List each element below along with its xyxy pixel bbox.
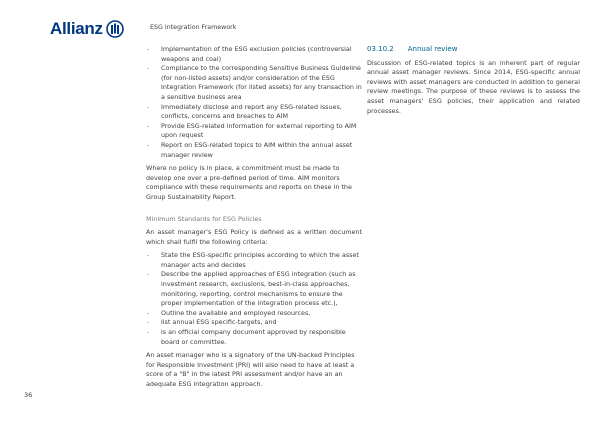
paragraph: An asset manager's ESG Policy is defined as a written document which shall fulfil the following criteria: [146, 228, 362, 246]
list-item: - Provide ESG-related information for external reporting to AIM upon request [146, 122, 362, 141]
document-title: ESG Integration Framework [150, 24, 237, 31]
allianz-logo [50, 19, 124, 39]
obligations-list [146, 45, 362, 160]
paragraph: Where no policy is in place, a commitment must be made to develop one over a pre-defined period of time. AIM monitors compliance with these requirements and reports on these in the Group Sustainability Report. [146, 164, 352, 201]
right-column [367, 45, 580, 116]
list-item: - Describe the applied approaches of ESG integration (such as investment research, exclusions, best-in-class approaches, monitoring, reporting, control mechanisms to ensure the proper implementation of the integration process etc.), [146, 270, 362, 308]
list-item: - Report on ESG-related topics to AIM within the annual asset manager review [146, 141, 362, 160]
allianz-eagle-icon [106, 20, 124, 38]
list-item: - State the ESG-specific principles according to which the asset manager acts and decides [146, 251, 362, 270]
subheading: Minimum Standards for ESG Policies [146, 214, 262, 223]
page-number: 36 [24, 391, 33, 399]
section-title: Annual review [407, 45, 458, 53]
list-item: - Outline the available and employed resources, [146, 309, 362, 319]
logo-text: Allianz [50, 19, 103, 38]
list-item: - Implementation of the ESG exclusion policies (controversial weapons and coal) [146, 45, 362, 64]
list-item: - Compliance to the corresponding Sensitive Business Guideline (for non-listed assets) and/or consideration of the ESG Integration Framework (for listed assets) for any transaction in a sensitive business area [146, 64, 362, 102]
section-heading [367, 45, 580, 55]
left-column [146, 45, 362, 390]
section-number: 03.10.2 [367, 45, 394, 53]
paragraph: Discussion of ESG-related topics is an inherent part of regular annual asset manager reviews. Since 2014, ESG-specific annual reviews with asset managers are conducted in addition to general review meetings. The purpose of these reviews is to assess the asset managers' ESG policies, their application and related processes. [367, 58, 580, 115]
list-item: - Immediately disclose and report any ESG-related issues, conflicts, concerns and breaches to AIM [146, 103, 362, 122]
paragraph: An asset manager who is a signatory of the UN-backed Principles for Responsible Investment (PRI) will also need to have at least a score of a "B" in the latest PRI assessment and/or have an an adequate ESG integration approach. [146, 351, 355, 388]
list-item: - list annual ESG specific-targets, and [146, 318, 362, 328]
criteria-list [146, 251, 362, 347]
list-item: - is an official company document approved by responsible board or committee. [146, 328, 362, 347]
